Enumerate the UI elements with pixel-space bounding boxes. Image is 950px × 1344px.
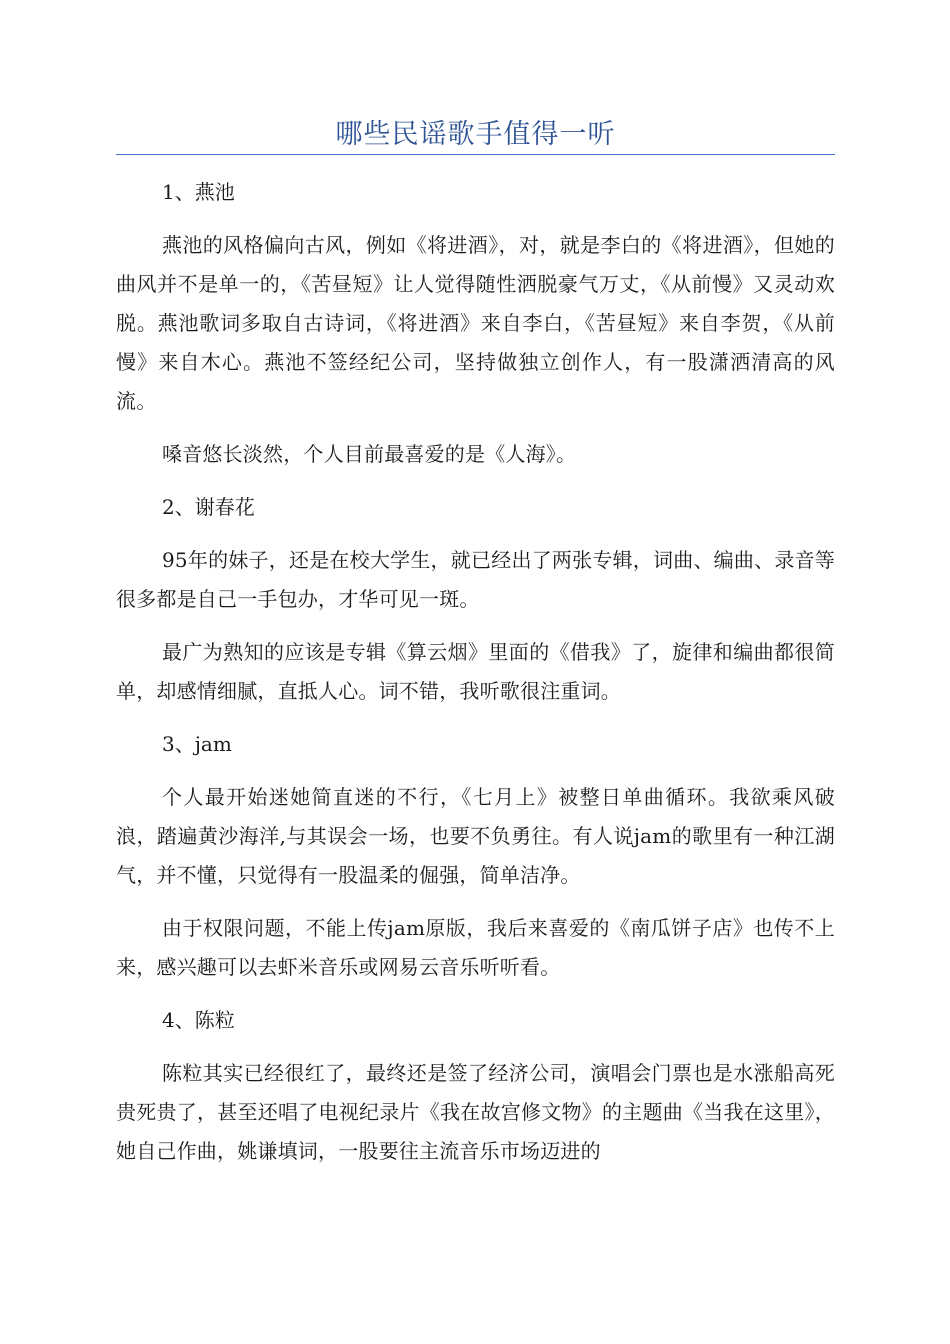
document-body	[116, 173, 835, 1185]
section-heading: 3、jam	[162, 732, 232, 756]
paragraph: 个人最开始迷她简直迷的不行，《七月上》被整日单曲循环。我欲乘风破浪，踏遍黄沙海洋,与其误会一场，也要不负勇往。有人说jam的歌里有一种江湖气，并不懂，只觉得有一股温柔的倔强，简单洁净。	[116, 785, 835, 887]
section-heading: 4、陈粒	[162, 1008, 235, 1032]
paragraph: 陈粒其实已经很红了，最终还是签了经济公司，演唱会门票也是水涨船高死贵死贵了，甚至还唱了电视纪录片《我在故宫修文物》的主题曲《当我在这里》，她自己作曲，姚谦填词，一股要往主流音乐市场迈进的	[116, 1061, 835, 1163]
page-title: 哪些民谣歌手值得一听	[335, 119, 616, 150]
paragraph: 燕池的风格偏向古风，例如《将进酒》，对，就是李白的《将进酒》，但她的曲风并不是单一的，《苦昼短》让人觉得随性洒脱豪气万丈，《从前慢》又灵动欢脱。燕池歌词多取自古诗词，《将进酒》来自李白，《苦昼短》来自李贺，《从前慢》来自木心。燕池不签经纪公司，坚持做独立创作人，有一股潇洒清高的风流。	[116, 233, 835, 413]
paragraph: 95年的妹子，还是在校大学生，就已经出了两张专辑，词曲、编曲、录音等很多都是自己一手包办，才华可见一斑。	[116, 548, 835, 611]
paragraph: 由于权限问题，不能上传jam原版，我后来喜爱的《南瓜饼子店》也传不上来，感兴趣可以去虾米音乐或网易云音乐听听看。	[116, 916, 835, 979]
paragraph: 嗓音悠长淡然，个人目前最喜爱的是《人海》。	[162, 442, 577, 466]
section-heading: 1、燕池	[162, 180, 235, 204]
title-underline	[116, 154, 835, 155]
section-heading: 2、谢春花	[162, 495, 255, 519]
paragraph: 最广为熟知的应该是专辑《算云烟》里面的《借我》了，旋律和编曲都很简单，却感情细腻，直抵人心。词不错，我听歌很注重词。	[116, 640, 835, 703]
